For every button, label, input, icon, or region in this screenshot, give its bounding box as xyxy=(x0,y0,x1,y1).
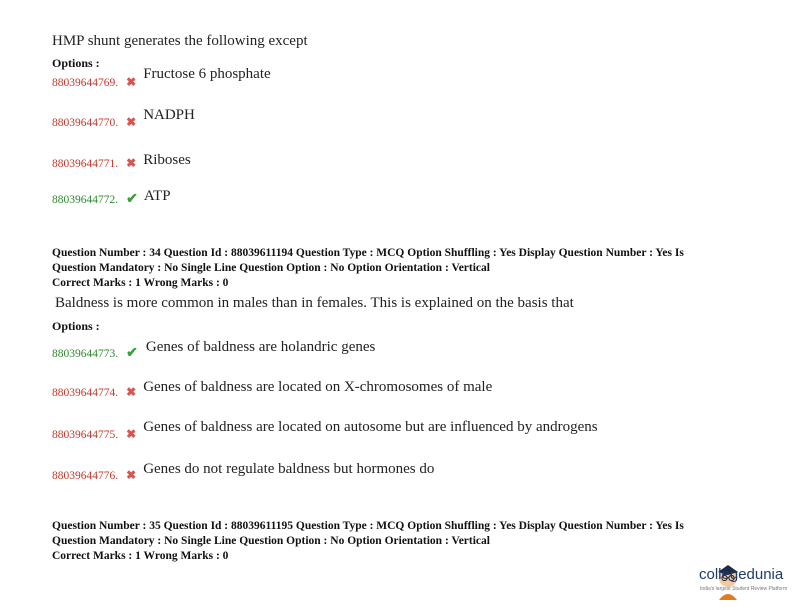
option-id: 88039644772. xyxy=(52,194,119,206)
question-meta xyxy=(52,246,684,291)
option-text: Genes of baldness are located on autosome but are influenced by androgens xyxy=(143,419,598,435)
cross-icon: ✖ xyxy=(126,156,137,170)
options-label: Options : xyxy=(52,56,100,70)
option-id: 88039644776. xyxy=(52,470,119,482)
cross-icon: ✖ xyxy=(126,115,137,129)
option-text: Riboses xyxy=(143,152,191,168)
option-row xyxy=(52,419,598,443)
meta-line: Question Number : 35 Question Id : 88039611195 Question Type : MCQ Option Shuffling : Yes Display Question Number : Yes Is xyxy=(52,520,684,532)
cross-icon: ✖ xyxy=(126,427,137,441)
option-text: Genes of baldness are holandric genes xyxy=(145,339,376,355)
option-id: 88039644774. xyxy=(52,387,119,399)
option-text: Genes of baldness are located on X-chromosomes of male xyxy=(143,379,493,395)
question-meta xyxy=(52,519,684,564)
option-text: Genes do not regulate baldness but hormones do xyxy=(143,461,435,477)
meta-line: Question Mandatory : No Single Line Question Option : No Option Orientation : Vertical xyxy=(52,262,490,274)
meta-line: Question Mandatory : No Single Line Question Option : No Option Orientation : Vertical xyxy=(52,535,490,547)
check-icon: ✔ xyxy=(126,192,138,207)
logo-wordmark: collegedunia xyxy=(699,566,784,583)
option-row xyxy=(52,66,271,91)
option-id: 88039644773. xyxy=(52,348,119,360)
option-row xyxy=(52,461,435,484)
option-text: Fructose 6 phosphate xyxy=(143,66,271,82)
logo-tagline: India's largest Student Review Platform xyxy=(700,586,788,592)
meta-line: Correct Marks : 1 Wrong Marks : 0 xyxy=(52,550,229,562)
question-text: HMP shunt generates the following except xyxy=(52,33,308,49)
option-text: NADPH xyxy=(143,107,195,123)
meta-line: Correct Marks : 1 Wrong Marks : 0 xyxy=(52,277,229,289)
option-row xyxy=(52,154,191,172)
option-row xyxy=(52,107,195,131)
option-text: ATP xyxy=(143,188,171,204)
options-label: Options : xyxy=(52,319,100,333)
cross-icon: ✖ xyxy=(126,75,137,89)
option-id: 88039644769. xyxy=(52,77,119,89)
question-text: Baldness is more common in males than in females. This is explained on the basis that xyxy=(55,295,574,311)
cross-icon: ✖ xyxy=(126,385,137,399)
option-row xyxy=(52,339,376,362)
check-icon: ✔ xyxy=(126,346,138,361)
option-id: 88039644770. xyxy=(52,117,119,129)
option-row xyxy=(52,190,171,208)
cross-icon: ✖ xyxy=(126,468,137,482)
meta-line: Question Number : 34 Question Id : 88039611194 Question Type : MCQ Option Shuffling : Yes Display Question Number : Yes Is xyxy=(52,247,684,259)
option-row xyxy=(52,379,493,401)
option-id: 88039644775. xyxy=(52,429,119,441)
option-id: 88039644771. xyxy=(52,158,119,170)
